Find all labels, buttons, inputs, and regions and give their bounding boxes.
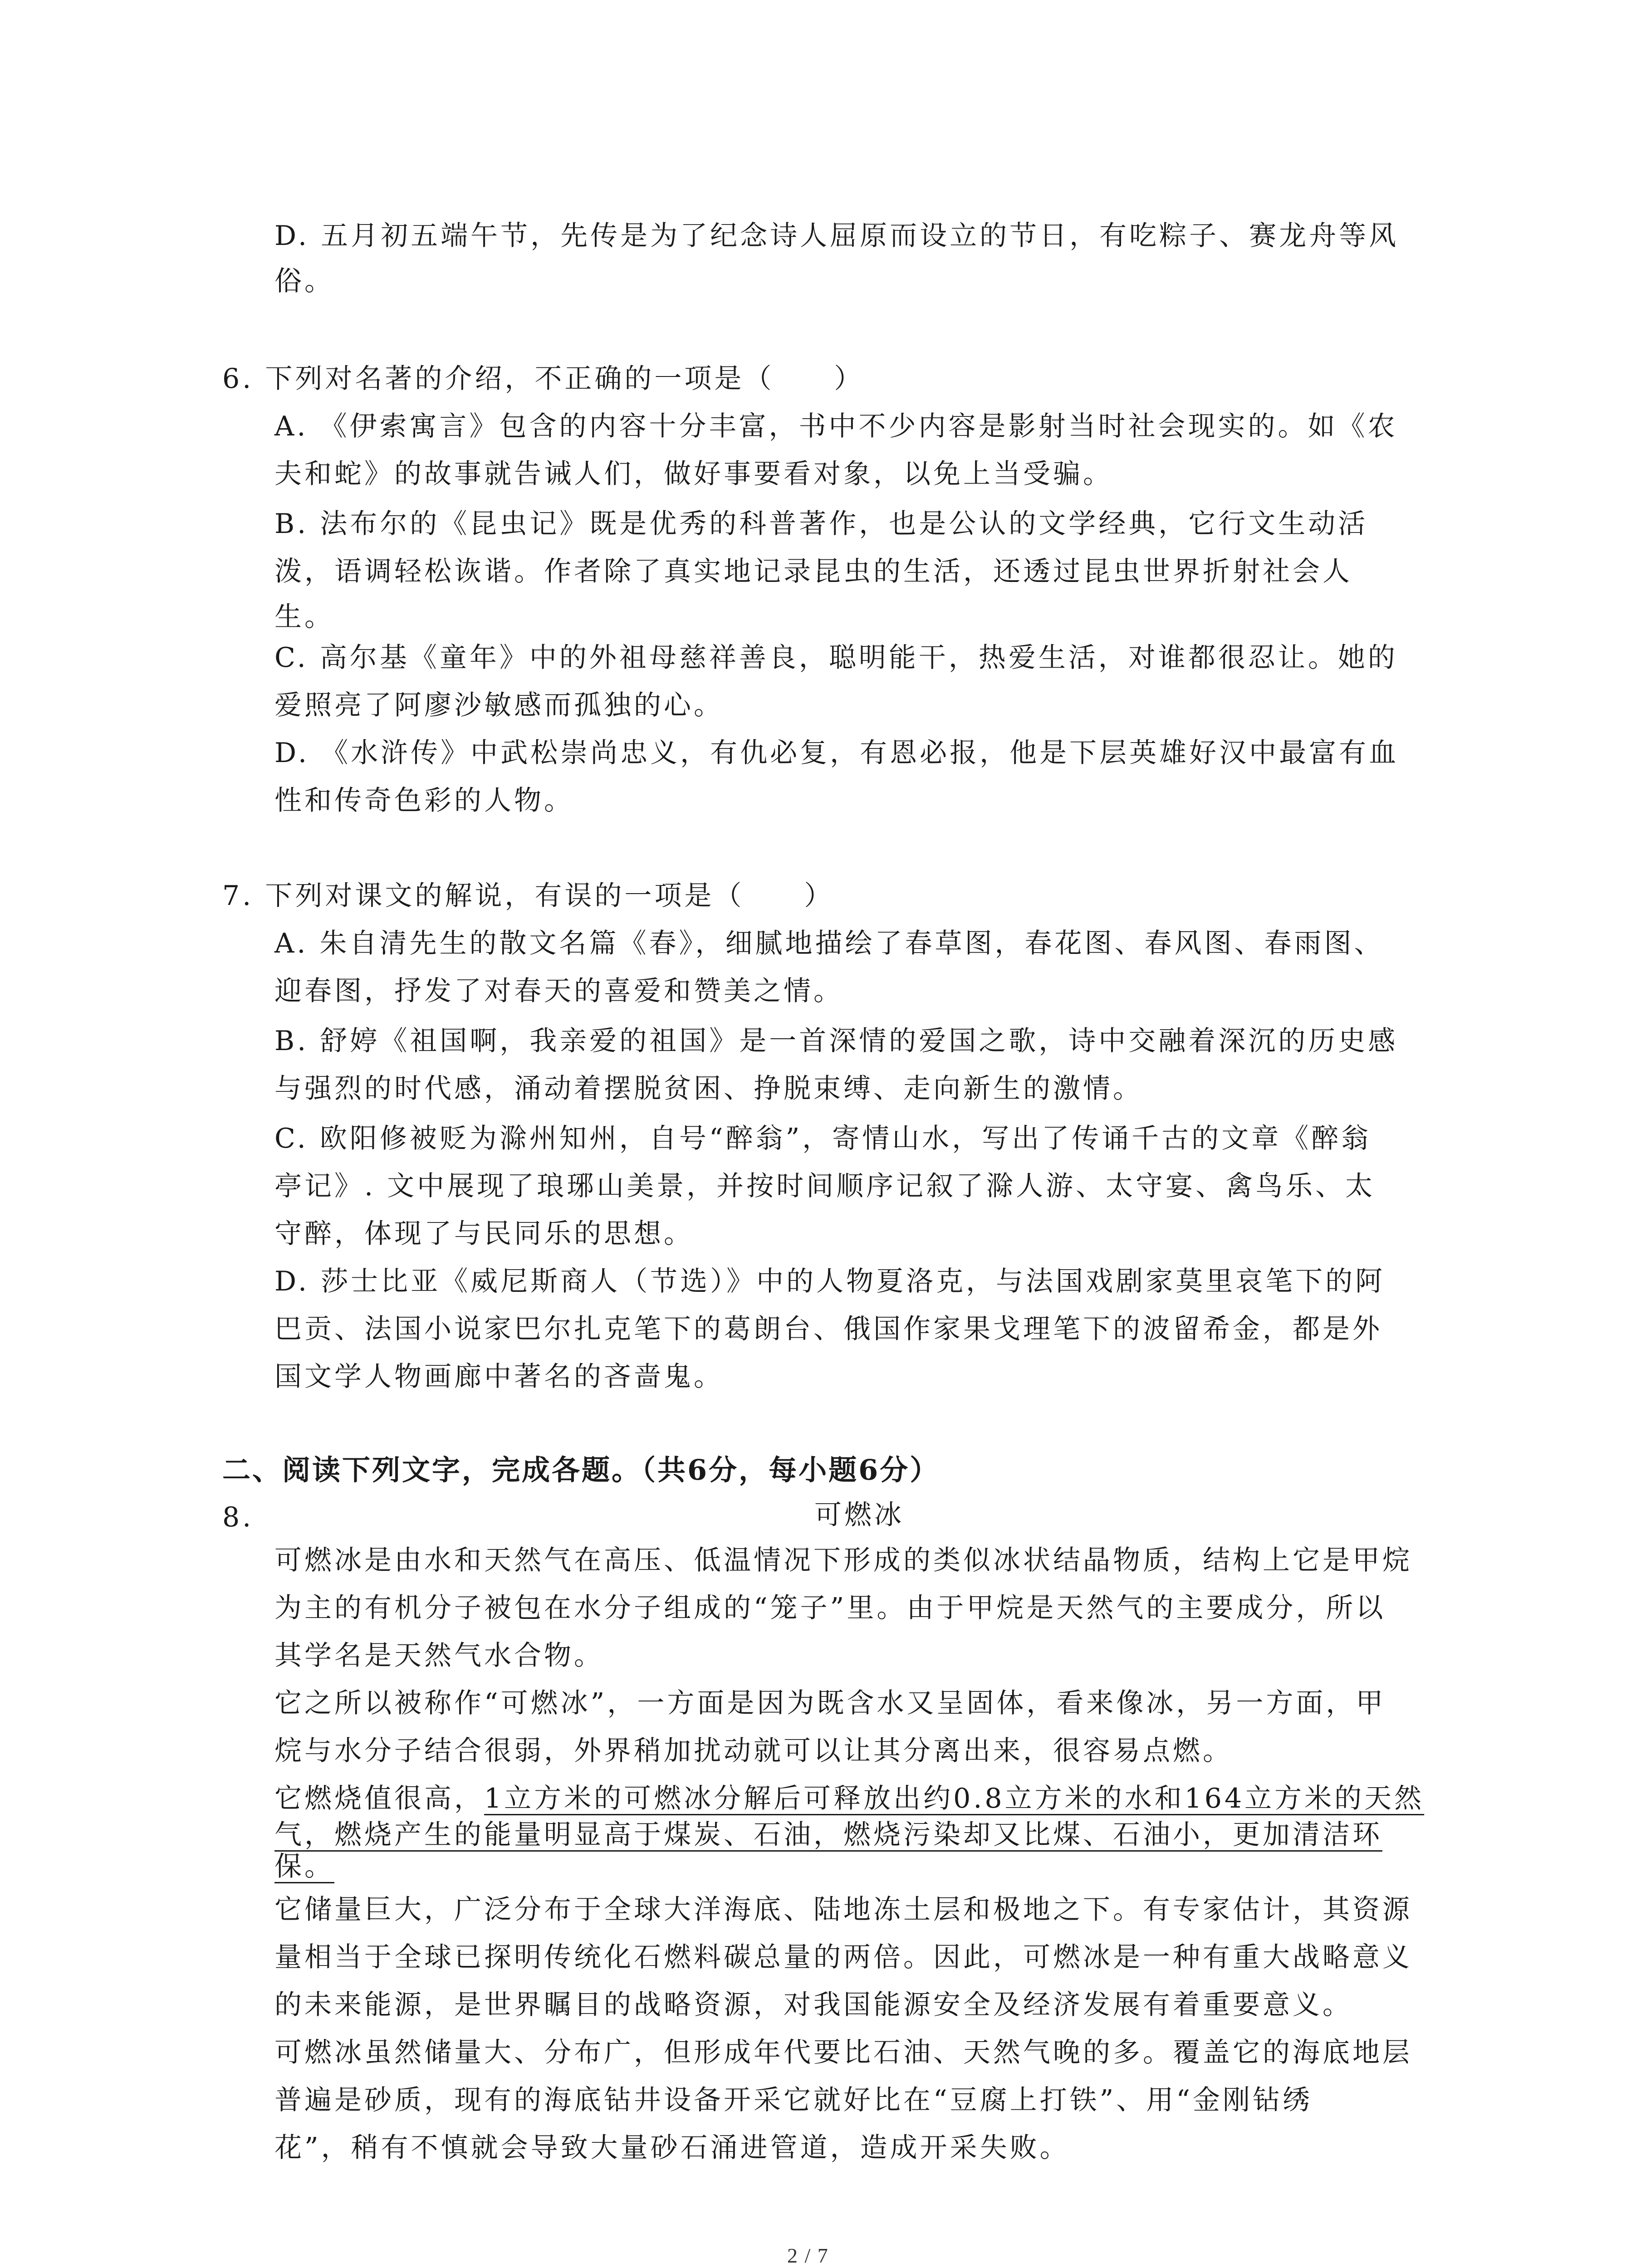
- passage-title: 可燃冰: [814, 1499, 904, 1531]
- passage-p4-line2: 量相当于全球已探明传统化石燃料碳总量的两倍。因此，可燃冰是一种有重大战略意义: [274, 1941, 1412, 1973]
- q7-option-d-line2: 巴贡、法国小说家巴尔扎克笔下的葛朗台、俄国作家果戈理笔下的波留希金，都是外: [274, 1313, 1382, 1345]
- q8-number: 8.: [222, 1501, 254, 1533]
- passage-p5-line1: 可燃冰虽然储量大、分布广，但形成年代要比石油、天然气晚的多。覆盖它的海底地层: [274, 2037, 1412, 2068]
- passage-p1-line2: 为主的有机分子被包在水分子组成的“笼子”里。由于甲烷是天然气的主要成分，所以: [274, 1592, 1386, 1624]
- section-heading: 二、阅读下列文字，完成各题。（共6分，每小题6分）: [222, 1453, 940, 1486]
- passage-p1-line3: 其学名是天然气水合物。: [274, 1640, 604, 1672]
- passage-p2-line1: 它之所以被称作“可燃冰”，一方面是因为既含水又呈固体，看来像冰，另一方面，甲: [274, 1687, 1386, 1719]
- q6-stem: 6. 下列对名著的介绍，不正确的一项是（ ）: [222, 363, 864, 395]
- q6-option-b-line1: B. 法布尔的《昆虫记》既是优秀的科普著作，也是公认的文学经典，它行文生动活: [274, 508, 1368, 540]
- passage-p3-line1: [274, 1785, 1424, 1812]
- q7-option-c-line3: 守醉，体现了与民同乐的思想。: [274, 1218, 694, 1250]
- q7-stem: 7. 下列对课文的解说，有误的一项是（ ）: [222, 880, 834, 912]
- passage-p5-line3: 花”，稍有不慎就会导致大量砂石涌进管道，造成开采失败。: [274, 2132, 1070, 2164]
- passage-p5-line2: 普遍是砂质，现有的海底钻井设备开采它就好比在“豆腐上打铁”、用“金刚钻绣: [274, 2084, 1313, 2116]
- q7-option-d-line3: 国文学人物画廊中著名的吝啬鬼。: [274, 1361, 724, 1393]
- passage-p4-line3: 的未来能源，是世界瞩目的战略资源，对我国能源安全及经济发展有着重要意义。: [274, 1989, 1352, 2021]
- q6-option-d-line2: 性和传奇色彩的人物。: [274, 785, 574, 816]
- passage-p4-line1: 它储量巨大，广泛分布于全球大洋海底、陆地冻土层和极地之下。有专家估计，其资源: [274, 1894, 1412, 1926]
- q7-option-b-line1: B. 舒婷《祖国啊，我亲爱的祖国》是一首深情的爱国之歌，诗中交融着深沉的历史感: [274, 1025, 1398, 1057]
- q5-option-d-line2: 俗。: [274, 265, 334, 297]
- q6-option-a-line2: 夫和蛇》的故事就告诫人们，做好事要看对象，以免上当受骗。: [274, 458, 1113, 490]
- q6-option-c-line1: C. 高尔基《童年》中的外祖母慈祥善良，聪明能干，热爱生活，对谁都很忍让。她的: [274, 642, 1398, 674]
- q7-option-c-line2: 亭记》. 文中展现了琅琊山美景，并按时间顺序记叙了滁人游、太守宴、禽鸟乐、太: [274, 1170, 1376, 1202]
- q7-option-d-line1: D. 莎士比亚《威尼斯商人（节选）》中的人物夏洛克，与法国戏剧家莫里哀笔下的阿: [274, 1266, 1386, 1297]
- q7-option-a-line1: A. 朱自清先生的散文名篇《春》，细腻地描绘了春草图，春花图、春风图、春雨图、: [274, 928, 1384, 959]
- q5-option-d-line1: D. 五月初五端午节，先传是为了纪念诗人屈原而设立的节日，有吃粽子、赛龙舟等风: [274, 220, 1399, 252]
- q6-option-b-line2: 泼，语调轻松诙谐。作者除了真实地记录昆虫的生活，还透过昆虫世界折射社会人: [274, 556, 1352, 587]
- page-number: 2 / 7: [787, 2244, 829, 2267]
- passage-p1-line1: 可燃冰是由水和天然气在高压、低温情况下形成的类似冰状结晶物质，结构上它是甲烷: [274, 1545, 1412, 1576]
- q6-option-a-line1: A. 《伊索寓言》包含的内容十分丰富，书中不少内容是影射当时社会现实的。如《农: [274, 411, 1398, 442]
- q7-option-c-line1: C. 欧阳修被贬为滁州知州，自号“醉翁”，寄情山水，写出了传诵千古的文章《醉翁: [274, 1123, 1372, 1154]
- q7-option-a-line2: 迎春图，抒发了对春天的喜爱和赞美之情。: [274, 975, 843, 1007]
- q7-option-b-line2: 与强烈的时代感，涌动着摆脱贫困、挣脱束缚、走向新生的激情。: [274, 1073, 1143, 1105]
- passage-p3-lead: 它燃烧值很高，: [274, 1783, 484, 1814]
- q6-option-b-line3: 生。: [274, 601, 334, 633]
- passage-p3-line2: 气，燃烧产生的能量明显高于煤炭、石油，燃烧污染却又比煤、石油小，更加清洁环: [274, 1819, 1382, 1851]
- q6-option-c-line2: 爱照亮了阿廖沙敏感而孤独的心。: [274, 689, 724, 721]
- q6-option-d-line1: D. 《水浒传》中武松崇尚忠义，有仇必复，有恩必报，他是下层英雄好汉中最富有血: [274, 737, 1399, 769]
- passage-p3-underlined-start: 1立方米的可燃冰分解后可释放出约0.8立方米的水和164立方米的天然: [484, 1783, 1425, 1814]
- passage-p3-line3: 保。: [274, 1851, 334, 1882]
- passage-p2-line2: 烷与水分子结合很弱，外界稍加扰动就可以让其分离出来，很容易点燃。: [274, 1735, 1233, 1767]
